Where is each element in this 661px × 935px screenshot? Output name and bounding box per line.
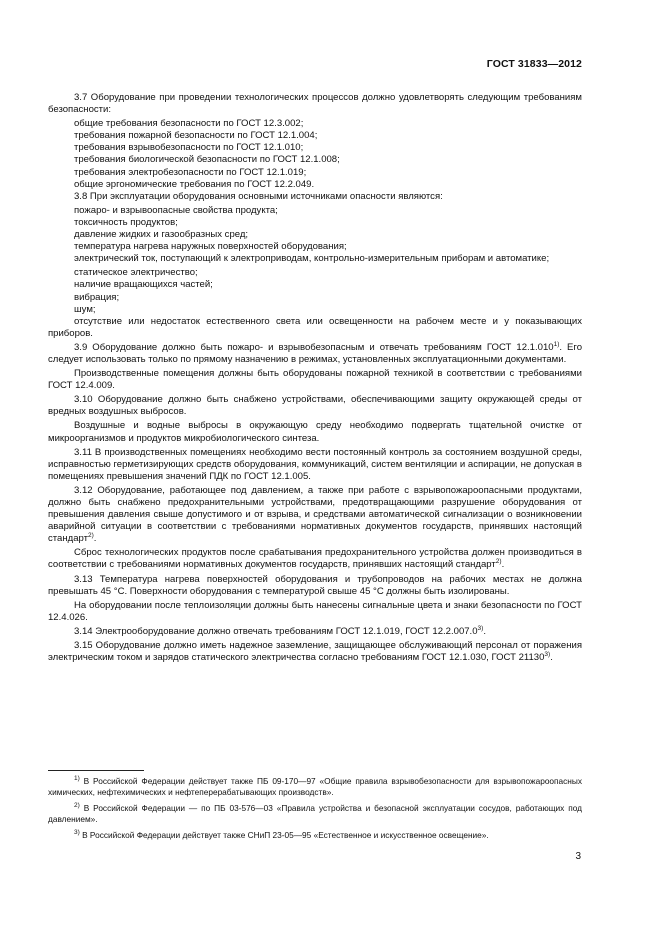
footnote-ref-3: 3) [477, 624, 484, 632]
list-item: токсичность продуктов; [74, 216, 178, 228]
paragraph-3-12-text: 3.12 Оборудование, работающее под давлением, а также при работе с взрывопожароопасными продуктами, должно быть снабжено предохранительными устройствами, предотвращающими разрушение оборудования от превышения давления свыше допустимого и от взрыва, и средствами автоматической сигнализации о возникновении аварийной ситуации в соответствии с требованиями нормативных документов государств, принявших настоящий стандарт [48, 484, 582, 545]
paragraph-3-13-signs: На оборудовании после теплоизоляции должны быть нанесены сигнальные цвета и знаки безопасности по ГОСТ 12.4.026. [48, 599, 582, 623]
list-item: требования пожарной безопасности по ГОСТ 12.1.004; [74, 130, 318, 142]
footnote-ref-3: 3) [544, 651, 551, 659]
list-item: требования биологической безопасности по ГОСТ 12.1.008; [74, 154, 340, 166]
list-item: отсутствие или недостаток естественного света или освещенности на рабочем месте и у показывающих приборов. [48, 315, 582, 339]
list-item: общие требования безопасности по ГОСТ 12.3.002; [74, 118, 304, 130]
paragraph-3-9-text-cont: . Его следует использовать только по прямому назначению в режимах, установленных эксплуатационными документами. [48, 341, 582, 365]
paragraph-3-14-text: 3.14 Электрооборудование должно отвечать требованиям ГОСТ 12.1.019, ГОСТ 12.2.007.0 [74, 625, 478, 637]
footnote-separator [48, 770, 144, 771]
paragraph-3-10: 3.10 Оборудование должно быть снабжено устройствами, обеспечивающими защиту окружающей среды от вредных воздушных выбросов. [48, 394, 582, 418]
paragraph-3-8: 3.8 При эксплуатации оборудования основными источниками опасности являются: [74, 190, 443, 202]
document-header-standard: ГОСТ 31833—2012 [486, 58, 582, 70]
list-item: давление жидких и газообразных сред; [74, 229, 249, 241]
footnote-mark: 1) [74, 775, 80, 782]
footnote-1 [48, 776, 582, 798]
footnote-text: В Российской Федерации действует также ПБ 09-170—97 «Общие правила взрывобезопасности для взрывопожароопасных химических, нефтехимических и нефтеперерабатывающих производств». [48, 776, 582, 797]
paragraph-3-7: 3.7 Оборудование при проведении технологических процессов должно удовлетворять следующим требованиям безопасности: [48, 92, 582, 116]
paragraph-3-12 [48, 485, 582, 545]
paragraph-3-14-end: . [483, 625, 486, 637]
footnote-text: В Российской Федерации действует также СНиП 23-05—95 «Естественное и искусственное освещение». [82, 830, 489, 840]
footnote-mark: 3) [74, 829, 80, 836]
list-item: электрический ток, поступающий к электроприводам, контрольно-измерительным приборам и автоматике; [74, 253, 550, 265]
list-item: наличие вращающихся частей; [74, 279, 213, 291]
paragraph-3-9 [48, 342, 582, 366]
footnotes [48, 776, 582, 846]
paragraph-3-9-text: 3.9 Оборудование должно быть пожаро- и взрывобезопасным и отвечать требованиям ГОСТ 12.1.010 [74, 341, 554, 353]
list-item: требования взрывобезопасности по ГОСТ 12.1.010; [74, 142, 304, 154]
paragraph-3-12-release-text: Сброс технологических продуктов после срабатывания предохранительного устройства должен производиться в соответствии с требованиями нормативных документов государств, принявших настоящий стандарт [48, 547, 582, 571]
paragraph-3-11: 3.11 В производственных помещениях необходимо вести постоянный контроль за состоянием воздушной среды, исправностью герметизирующих средств оборудования, коммуникаций, систем вентиляции и аспирации, не допуская в помещениях превышения значений ПДК по ГОСТ 12.1.005. [48, 446, 582, 482]
list-item: общие эргономические требования по ГОСТ 12.2.049. [74, 178, 315, 190]
footnote-3 [48, 830, 582, 841]
footnote-text: В Российской Федерации — по ПБ 03-576—03 «Правила устройства и безопасной эксплуатации сосудов, работающих под давлением». [48, 803, 582, 824]
list-item: пожаро- и взрывоопасные свойства продукта; [74, 204, 278, 216]
paragraph-3-12-end: . [93, 533, 97, 545]
paragraph-3-10-emissions: Воздушные и водные выбросы в окружающую среду необходимо подвергать тщательной очистке от микроорганизмов и продуктов микробиологического синтеза. [48, 420, 582, 444]
paragraph-3-9-fire: Производственные помещения должны быть оборудованы пожарной техникой в соответствии с требованиями ГОСТ 12.4.009. [48, 368, 582, 392]
footnote-ref-1: 1) [553, 340, 560, 348]
footnote-mark: 2) [74, 802, 80, 809]
list-item: температура нагрева наружных поверхностей оборудования; [74, 241, 347, 253]
paragraph-3-14 [48, 626, 582, 638]
list-item: статическое электричество; [74, 267, 198, 279]
paragraph-3-12-release [48, 547, 582, 571]
list-item: шум; [74, 303, 96, 315]
footnote-ref-2: 2) [495, 558, 502, 566]
document-body [48, 92, 582, 666]
paragraph-3-15 [48, 640, 582, 664]
paragraph-3-12-release-end: . [501, 559, 505, 571]
paragraph-3-15-end: . [550, 652, 553, 664]
paragraph-3-13: 3.13 Температура нагрева поверхностей оборудования и трубопроводов на рабочих местах не должна превышать 45 °С. Поверхности оборудования с температурой свыше 45 °С должны быть изолированы. [48, 573, 582, 597]
paragraph-3-15-text: 3.15 Оборудование должно иметь надежное заземление, защищающее обслуживающий персонал от поражения электрическим током и зарядов статического электричества согласно требованиям ГОСТ 12.1.030, ГОСТ 21130 [48, 640, 582, 664]
footnote-2 [48, 803, 582, 825]
list-item: вибрация; [74, 291, 120, 303]
footnote-ref-2: 2) [87, 532, 94, 540]
list-item: требования электробезопасности по ГОСТ 12.1.019; [74, 166, 307, 178]
page-number: 3 [575, 851, 581, 862]
